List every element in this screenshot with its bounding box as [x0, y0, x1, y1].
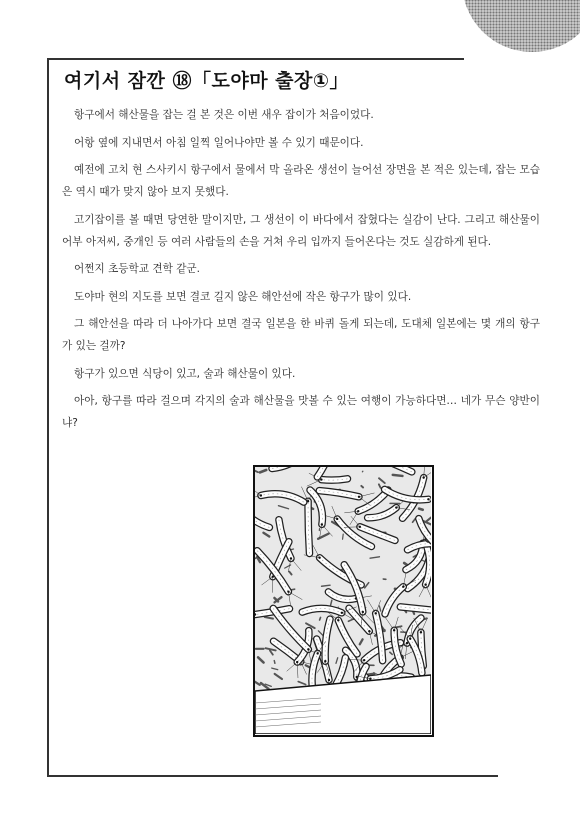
paragraph: 항구가 있으면 식당이 있고, 술과 해산물이 있다.	[74, 367, 296, 380]
shrimp-illustration-panel	[253, 465, 434, 737]
paragraph: 예전에 고치 현 스사키시 항구에서 물에서 막 올라온 생선이 늘어선 장면을 본 적은 있는데, 잡는 모습은 역시 때가 맞지 않아 보지 못했다.	[62, 164, 540, 198]
paragraph: 아아, 항구를 따라 걸으며 각지의 술과 해산물을 맛볼 수 있는 여행이 가능하다면… 네가 무슨 양반이냐?	[62, 395, 540, 429]
shrimp-pile-icon	[255, 467, 431, 734]
frame-line-left	[47, 58, 49, 776]
corner-screentone-circle	[462, 0, 580, 52]
frame-line-bottom	[47, 775, 498, 777]
page-title: 여기서 잠깐 ⑱「도야마 출장①」	[64, 70, 349, 92]
body-text	[62, 104, 540, 440]
paragraph: 어항 옆에 지내면서 아침 일찍 일어나야만 볼 수 있기 때문이다.	[74, 136, 364, 149]
paragraph: 고기잡이를 볼 때면 당연한 말이지만, 그 생선이 이 바다에서 잡혔다는 실감이 난다. 그리고 해산물이 어부 아저씨, 중개인 등 여러 사람들의 손을 거쳐 우리 입까지 들어온다는 것도 실감하게 된다.	[62, 213, 540, 248]
paragraph: 어쩐지 초등학교 견학 같군.	[74, 263, 201, 275]
paragraph: 도야마 현의 지도를 보면 결코 길지 않은 해안선에 작은 항구가 많이 있다.	[74, 290, 412, 303]
paragraph: 그 해안선을 따라 더 나아가다 보면 결국 일본을 한 바퀴 돌게 되는데, 도대체 일본에는 몇 개의 항구가 있는 걸까?	[62, 318, 540, 352]
frame-line-top	[47, 58, 464, 60]
paragraph: 항구에서 해산물을 잡는 걸 본 것은 이번 새우 잡이가 처음이었다.	[74, 109, 374, 121]
